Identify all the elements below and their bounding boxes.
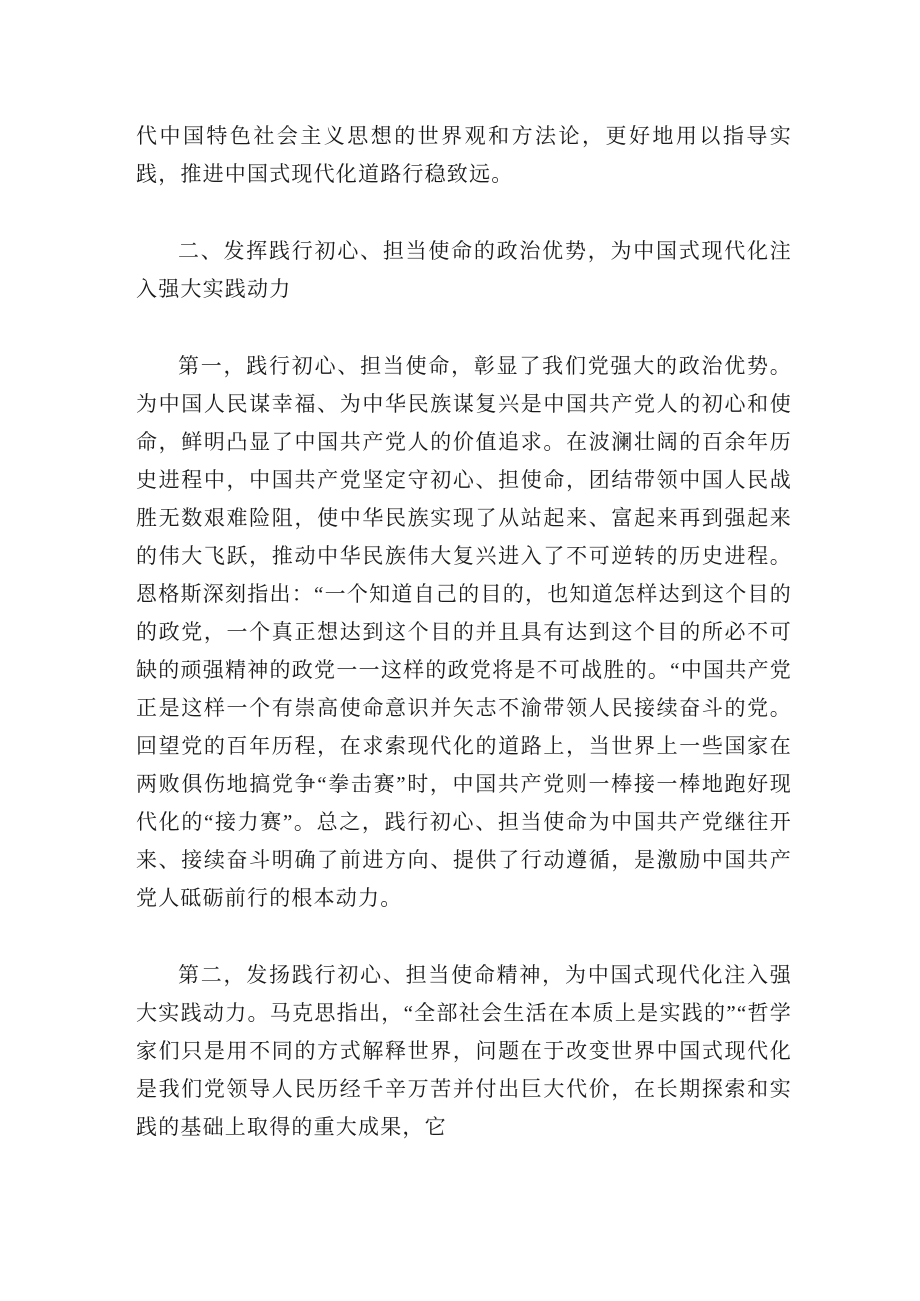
paragraph-spacer <box>136 917 792 956</box>
document-page <box>136 117 792 1146</box>
paragraph-continuation: 代中国特色社会主义思想的世界观和方法论，更好地用以指导实践，推进中国式现代化道路行稳致远。 <box>136 124 792 186</box>
paragraph-first: 第一，践行初心、担当使命，彰显了我们党强大的政治优势。为中国人民谋幸福、为中华民族谋复兴是中国共产党人的初心和使命，鲜明凸显了中国共产党人的价值追求。在波澜壮阔的百余年历史进程中，中国共产党坚定守初心、担使命，团结带领中国人民战胜无数艰难险阻，使中华民族实现了从站起来、富起来再到强起来的伟大飞跃，推动中华民族伟大复兴进入了不可逆转的历史进程。恩格斯深刻指出：“一个知道自己的目的，也知道怎样达到这个目的的政党，一个真正想达到这个目的并且具有达到这个目的所必不可缺的顽强精神的政党一一这样的政党将是不可战胜的。“中国共产党正是这样一个有崇高使命意识并矢志不渝带领人民接续奋斗的党。回望党的百年历程，在求索现代化的道路上，当世界上一些国家在两败俱伤地搞党争“拳击赛”时，中国共产党则一棒接一棒地跑好现代化的“接力赛”。总之，践行初心、担当使命为中国共产党继往开来、接续奋斗明确了前进方向、提供了行动遵循，是激励中国共产党人砥砺前行的根本动力。 <box>136 354 792 910</box>
paragraph-second: 第二，发扬践行初心、担当使命精神，为中国式现代化注入强大实践动力。马克思指出，“全部社会生活在本质上是实践的”“哲学家们只是用不同的方式解释世界，问题在于改变世界中国式现代化是我们党领导人民历经千辛万苦并付出巨大代价，在长期探索和实践的基础上取得的重大成果，它 <box>136 963 792 1139</box>
paragraph-spacer <box>136 193 792 232</box>
section-heading: 二、发挥践行初心、担当使命的政治优势，为中国式现代化注入强大实践动力 <box>136 239 792 301</box>
paragraph-spacer <box>136 308 792 347</box>
